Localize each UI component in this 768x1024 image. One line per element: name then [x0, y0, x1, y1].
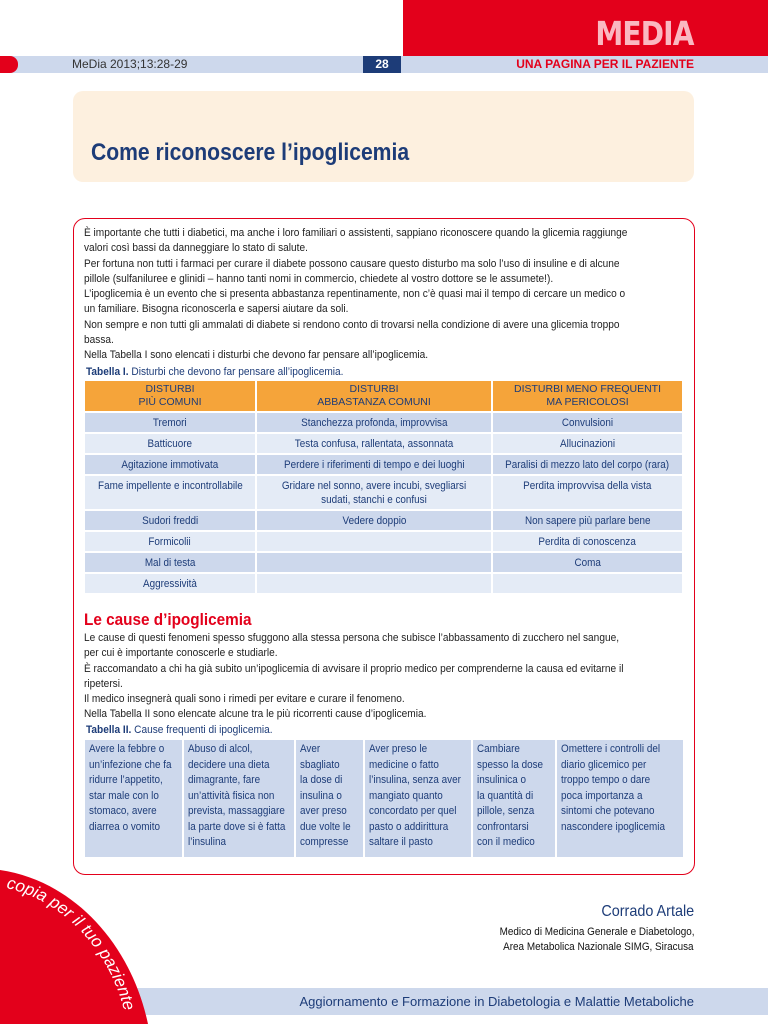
- corner-ribbon-label: copia per il tuo paziente: [5, 873, 139, 1013]
- table-cell: Aver preso le medicine o fatto l’insulina, senza aver mangiato quanto concordato per quel pasto o addirittura saltare il pasto: [364, 740, 472, 857]
- table2-caption: [86, 724, 273, 736]
- intro-paragraph: È importante che tutti i diabetici, ma anche i loro familiari o assistenti, sappiano riconoscere quando la glicemia raggiunge valori così bassi da danneggiare lo stato di salute.: [84, 227, 628, 255]
- column-header: DISTURBI MENO FREQUENTI MA PERICOLOSI: [492, 381, 683, 412]
- causes-paragraph: Il medico insegnerà quali sono i rimedi per evitare e curare il fenomeno.: [84, 693, 405, 706]
- column-header: DISTURBI ABBASTANZA COMUNI: [256, 381, 492, 412]
- table-cell: Vedere doppio: [256, 510, 492, 531]
- section-label: UNA PAGINA PER IL PAZIENTE: [516, 57, 694, 71]
- table-cell: Testa confusa, rallentata, assonnata: [256, 433, 492, 454]
- intro-paragraph: L’ipoglicemia è un evento che si presenta abbastanza repentinamente, non c’è quasi mai il tempo di cercare un medico o un familiare. Bisogna riconoscerla e sapersi aiutare da soli.: [84, 288, 626, 316]
- table-cell: Convulsioni: [492, 412, 683, 433]
- table-cell: Aggressività: [85, 573, 256, 593]
- table-row: [85, 412, 683, 433]
- header-band-accent: [0, 56, 18, 73]
- table-cell: Omettere i controlli del diario glicemico per troppo tempo o dare poca importanza a sintomi che potevano nascondere ipoglicemia: [561, 743, 666, 833]
- causes-paragraph: È raccomandato a chi ha già subito un’ipoglicemia di avvisare il proprio medico per comprenderne la causa ed evitarne il ripetersi.: [84, 662, 624, 690]
- table1-caption-text: Disturbi che devono far pensare all’ipoglicemia.: [131, 366, 344, 378]
- table-row: [85, 510, 683, 531]
- table-cell: Avere la febbre o un’infezione che fa ridurre l’appetito, star male con lo stomaco, avere diarrea o vomito: [85, 740, 183, 857]
- symptoms-table: [85, 381, 684, 593]
- table2-label: Tabella II.: [86, 724, 132, 736]
- corner-ribbon: [0, 870, 150, 1024]
- intro-paragraph: Nella Tabella I sono elencati i disturbi che devono far pensare all’ipoglicemia.: [84, 349, 429, 362]
- table-header-row: [85, 381, 683, 412]
- table1-caption: [86, 366, 343, 378]
- page-number: 28: [363, 56, 401, 73]
- table-row: [85, 433, 683, 454]
- table-cell: Mal di testa: [85, 552, 256, 573]
- table-cell: Formicolii: [85, 531, 256, 552]
- table-cell: Non sapere più parlare bene: [492, 510, 683, 531]
- intro-paragraph: Per fortuna non tutti i farmaci per curare il diabete possono causare questo disturbo ma solo l’uso di insuline e di alcune pillole (sulfaniluree e glinidi – hanno tanti nomi in commercio, chiedete al vostro dottore se le assumete!).: [84, 257, 620, 285]
- causes-paragraph: Le cause di questi fenomeni spesso sfuggono alla stessa persona che subisce l’abbassamento di zucchero nel sangue, per cui è importante conoscerle e studiarle.: [84, 632, 620, 660]
- table-cell: Coma: [492, 552, 683, 573]
- author-affiliation: Medico di Medicina Generale e Diabetologo,: [499, 926, 694, 938]
- table-cell: Batticuore: [85, 433, 256, 454]
- causes-text: [84, 631, 636, 723]
- author-affiliation: Area Metabolica Nazionale SIMG, Siracusa: [503, 941, 694, 953]
- causes-table: [85, 740, 683, 857]
- table-cell: Sudori freddi: [85, 510, 256, 531]
- table-cell: [492, 573, 683, 593]
- table-cell: Fame impellente e incontrollabile: [85, 475, 256, 510]
- intro-paragraph: Non sempre e non tutti gli ammalati di diabete si rendono conto di trovarsi nella condizione di avere una glicemia troppo bassa.: [84, 318, 620, 347]
- table-cell: Gridare nel sonno, avere incubi, svegliarsi sudati, stanchi e confusi: [256, 475, 492, 510]
- causes-heading: Le cause d’ipoglicemia: [84, 610, 252, 629]
- journal-logo: MEDIA: [595, 14, 694, 53]
- table-cell: Stanchezza profonda, improvvisa: [256, 412, 492, 433]
- table-row: [85, 531, 683, 552]
- table-cell: Abuso di alcol, decidere una dieta dimagrante, fare un’attività fisica non prevista, massaggiare la parte dove si è fatta l’insulina: [183, 740, 295, 857]
- table-row: [85, 552, 683, 573]
- table-row: [85, 740, 683, 857]
- table-cell: [256, 552, 492, 573]
- table-cell: Perdere i riferimenti di tempo e dei luoghi: [256, 454, 492, 475]
- table-cell: [256, 531, 492, 552]
- header-logo-block: [403, 0, 768, 56]
- table-cell: Tremori: [85, 412, 256, 433]
- author-name: Corrado Artale: [601, 903, 694, 920]
- table2-caption-text: Cause frequenti di ipoglicemia.: [134, 724, 273, 736]
- causes-paragraph: Nella Tabella II sono elencate alcune tra le più ricorrenti cause d’ipoglicemia.: [84, 708, 427, 721]
- table-cell: Perdita improvvisa della vista: [492, 475, 683, 510]
- table-row: [85, 573, 683, 593]
- table-cell: Aver sbagliato la dose di insulina o aver preso due volte le compresse: [295, 740, 364, 857]
- table-cell: Agitazione immotivata: [85, 454, 256, 475]
- table-cell: Allucinazioni: [492, 433, 683, 454]
- column-header: DISTURBI PIÙ COMUNI: [85, 381, 256, 412]
- table-cell: Paralisi di mezzo lato del corpo (rara): [492, 454, 683, 475]
- table-row: [85, 454, 683, 475]
- title-box: [73, 91, 694, 182]
- citation: MeDia 2013;13:28-29: [72, 57, 188, 71]
- intro-text: [84, 226, 636, 364]
- table-row: [85, 475, 683, 510]
- table1-label: Tabella I.: [86, 366, 129, 378]
- table-cell: Cambiare spesso la dose insulinica o la quantità di pillole, senza confrontarsi con il medico: [472, 740, 556, 857]
- footer-text: Aggiornamento e Formazione in Diabetologia e Malattie Metaboliche: [299, 994, 694, 1009]
- page-title: Come riconoscere l’ipoglicemia: [91, 139, 410, 166]
- table-cell: Perdita di conoscenza: [492, 531, 683, 552]
- table-cell: [256, 573, 492, 593]
